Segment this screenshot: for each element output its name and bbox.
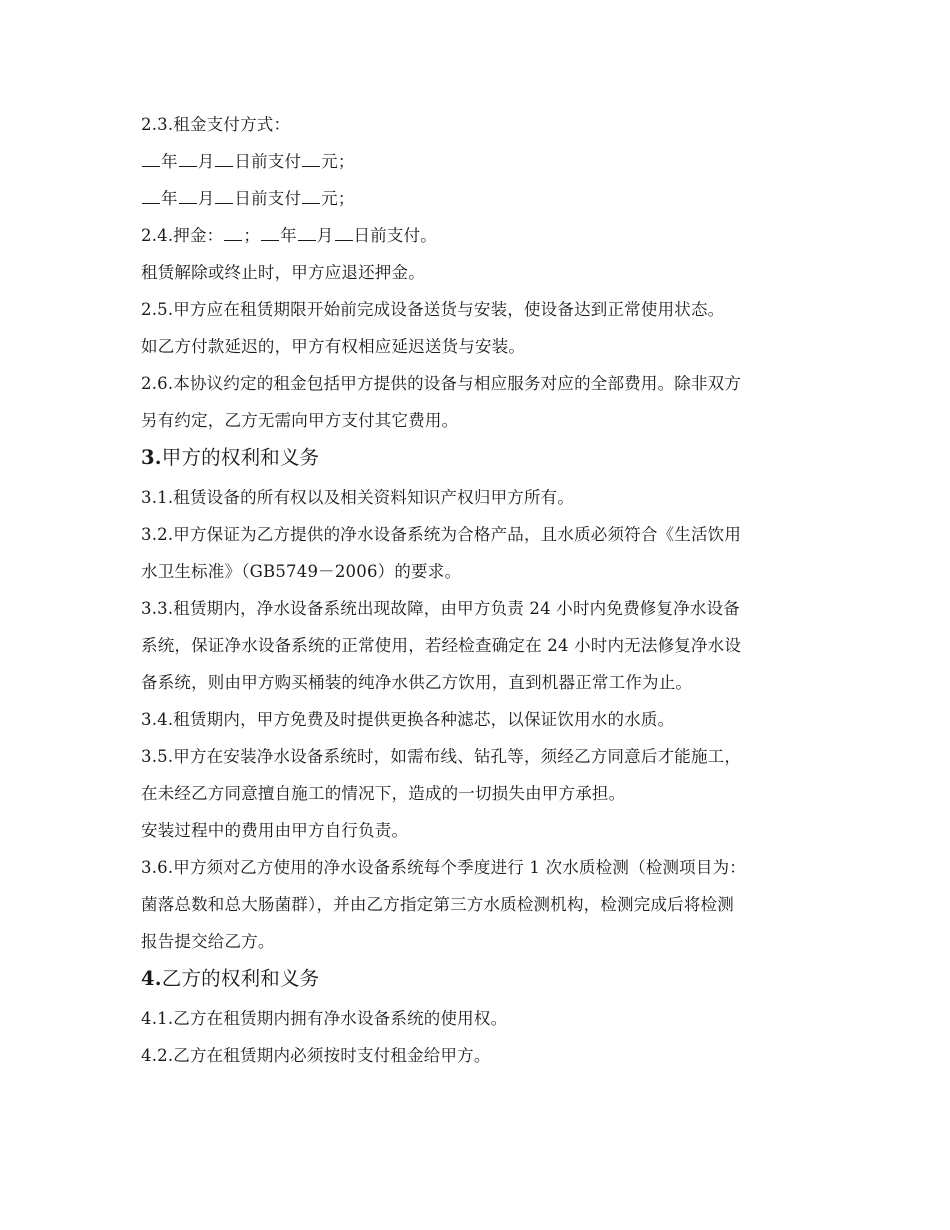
clause-2-4 (141, 217, 831, 254)
clause-2-5: 2.5.甲方应在租赁期限开始前完成设备送货与安装，使设备达到正常使用状态。 (141, 300, 725, 319)
paragraph-line: 备系统，则由甲方购买桶装的纯净水供乙方饮用，直到机器正常工作为止。 (141, 673, 693, 692)
section-title: 甲方的权利和义务 (161, 446, 320, 469)
text-month: 月 (197, 152, 215, 171)
text-semicolon: ； (243, 226, 261, 245)
clause-3-4: 3.4.租赁期内，甲方免费及时提供更换各种滤芯，以保证饮用水的水质。 (141, 710, 675, 729)
paragraph-line: 系统，保证净水设备系统的正常使用，若经检查确定在 24 小时内无法修复净水设 (141, 636, 742, 655)
payment-line-2 (141, 180, 831, 217)
blank-field (215, 187, 233, 204)
payment-line-1 (141, 143, 831, 180)
blank-field (215, 150, 233, 167)
blank-field (179, 187, 197, 204)
section-heading-4 (141, 960, 831, 998)
paragraph-line: 租赁解除或终止时，甲方应退还押金。 (141, 263, 425, 282)
document-page (141, 106, 831, 1074)
section-number: 4. (141, 967, 162, 990)
paragraph-line: 水卫生标准》（GB5749－2006）的要求。 (141, 562, 462, 581)
section-heading-3 (141, 439, 831, 477)
blank-field (302, 187, 320, 204)
text-year: 年 (161, 189, 178, 208)
text-year: 年 (280, 226, 297, 245)
blank-field (142, 187, 160, 204)
clause-4-2: 4.2.乙方在租赁期内必须按时支付租金给甲方。 (141, 1046, 491, 1065)
clause-4-1: 4.1.乙方在租赁期内拥有净水设备系统的使用权。 (141, 1009, 508, 1028)
blank-field (142, 150, 160, 167)
clause-3-1: 3.1.租赁设备的所有权以及相关资料知识产权归甲方所有。 (141, 488, 575, 507)
text-year: 年 (161, 152, 178, 171)
clause-3-5: 3.5.甲方在安装净水设备系统时，如需布线、钻孔等，须经乙方同意后才能施工， (141, 747, 742, 766)
text-yuan: 元； (321, 152, 355, 171)
blank-field (179, 150, 197, 167)
paragraph-line: 如乙方付款延迟的，甲方有权相应延迟送货与安装。 (141, 337, 526, 356)
clause-2-6: 2.6.本协议约定的租金包括甲方提供的设备与相应服务对应的全部费用。除非双方 (141, 374, 742, 393)
text-pay-before: 日前支付 (234, 152, 302, 171)
clause-2-3: 2.3.租金支付方式： (141, 115, 291, 134)
text-pay-before: 日前支付。 (353, 226, 437, 245)
clause-3-3: 3.3.租赁期内，净水设备系统出现故障，由甲方负责 24 小时内免费修复净水设备 (141, 599, 740, 618)
text-yuan: 元； (321, 189, 355, 208)
section-title: 乙方的权利和义务 (161, 967, 320, 990)
paragraph-line: 菌落总数和总大肠菌群），并由乙方指定第三方水质检测机构，检测完成后将检测 (141, 895, 734, 914)
text-deposit-label: 2.4.押金： (141, 226, 224, 245)
clause-3-6: 3.6.甲方须对乙方使用的净水设备系统每个季度进行 1 次水质检测（检测项目为： (141, 858, 746, 877)
blank-field (224, 224, 242, 241)
text-pay-before: 日前支付 (234, 189, 302, 208)
paragraph-line: 在未经乙方同意擅自施工的情况下，造成的一切损失由甲方承担。 (141, 784, 626, 803)
blank-field (302, 150, 320, 167)
blank-field (261, 224, 279, 241)
blank-field (335, 224, 353, 241)
blank-field (298, 224, 316, 241)
text-month: 月 (197, 189, 215, 208)
clause-3-2: 3.2.甲方保证为乙方提供的净水设备系统为合格产品，且水质必须符合《生活饮用 (141, 525, 742, 544)
paragraph-line: 安装过程中的费用由甲方自行负责。 (141, 821, 409, 840)
paragraph-line: 另有约定，乙方无需向甲方支付其它费用。 (141, 411, 459, 430)
paragraph-line: 报告提交给乙方。 (141, 932, 275, 951)
text-month: 月 (316, 226, 334, 245)
section-number: 3. (141, 446, 162, 469)
